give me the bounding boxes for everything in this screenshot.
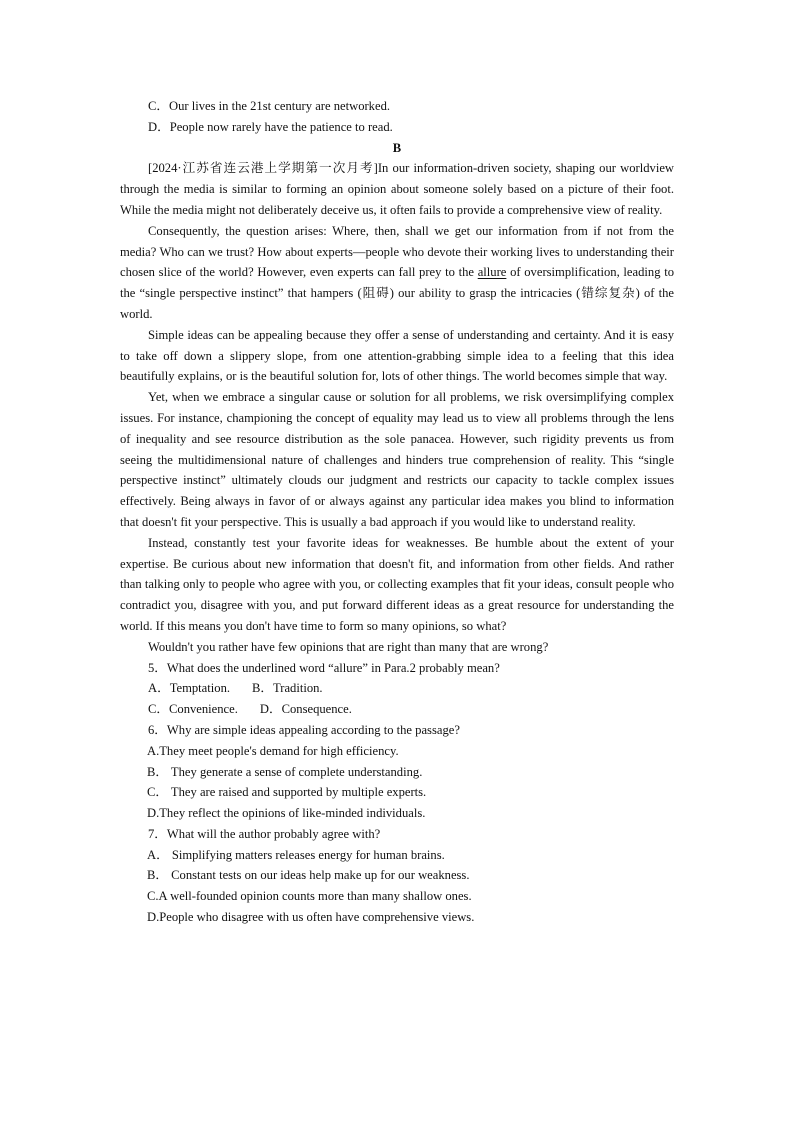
document-page (120, 96, 674, 928)
paragraph-4: Yet, when we embrace a singular cause or solution for all problems, we risk oversimplifying complex issues. For instance, championing the concept of equality may lead us to view all problems through the lens of inequality and see resource distribution as the sole panacea. However, such rigidity prevents us from seeing the multidimensional nature of challenges and hinders true comprehension of reality. This “single perspective instinct” ultimately clouds our judgment and restricts our capacity to tackle complex issues effectively. Being always in favor of or always against any particular idea makes you blind to information that doesn't fit your perspective. This is usually a bad approach if you would like to understand reality. (120, 390, 674, 529)
question-5-stem: 5．What does the underlined word “allure” in Para.2 probably mean? (148, 660, 500, 675)
option-d: D．Consequence. (259, 702, 352, 717)
option-b: B．Tradition. (252, 681, 323, 696)
paragraph-2 (120, 221, 674, 325)
paragraph-3: Simple ideas can be appealing because they offer a sense of understanding and certainty. And it is easy to take off down a slippery slope, from one attention-grabbing simple idea to a feeling that this idea beautifully explains, or is the beautiful solution for, lots of other things. The world becomes simple that way. (120, 327, 674, 384)
paragraph-2-text: Consequently, the question arises: Where, then, shall we get our information from if not from the media? Who can we trust? How about experts—people who devote their working lives to understanding their chosen slice of the world? However, even experts can fall prey to the (120, 223, 674, 280)
question-7-option-a: A． Simplifying matters releases energy for human brains. (147, 847, 445, 862)
option-c: C．Convenience. (148, 702, 238, 717)
question-6-option-a: A.They meet people's demand for high efficiency. (147, 743, 399, 758)
paragraph-1: [2024·江苏省连云港上学期第一次月考]In our information-driven society, shaping our worldview through the media is similar to forming an opinion about someone solely based on a picture of their foot. While the media might not deliberately deceive us, it often fails to provide a comprehensive view of reality. (120, 161, 674, 217)
question-7-option-b: B． Constant tests on our ideas help make up for our weakness. (147, 868, 470, 883)
prev-option-c: C．Our lives in the 21st century are networked. (148, 99, 391, 113)
question-5-row-1 (120, 678, 674, 699)
option-a: A．Temptation. (148, 681, 231, 696)
question-7-option-c: C.A well-founded opinion counts more than many shallow ones. (147, 889, 472, 904)
section-title: B (392, 140, 402, 155)
paragraph-5: Instead, constantly test your favorite ideas for weaknesses. Be humble about the extent of your expertise. Be curious about new information that doesn't fit, and information from other fields. And rather than talking only to people who agree with you, or collecting examples that fit your ideas, consult people who contradict you, disagree with you, and put forward different ideas as a great resource for understanding the world. If this means you don't have time to form so many opinions, so what? (120, 535, 674, 633)
question-6-stem: 6．Why are simple ideas appealing according to the passage? (148, 722, 460, 737)
question-7-stem: 7．What will the author probably agree with? (148, 826, 381, 841)
underlined-word: allure (477, 265, 507, 280)
question-5-row-2 (120, 699, 674, 720)
question-7-option-d: D.People who disagree with us often have comprehensive views. (147, 910, 475, 925)
paragraph-6: Wouldn't you rather have few opinions that are right than many that are wrong? (148, 639, 549, 654)
question-6-option-c: C． They are raised and supported by multiple experts. (147, 785, 427, 800)
paragraph-2-text-end: of oversimplification, leading to the “single perspective instinct” that hampers (阻碍) our ability to grasp the intricacies (错综复杂) of the world. (120, 265, 674, 321)
question-6-option-d: D.They reflect the opinions of like-minded individuals. (147, 806, 426, 821)
question-6-option-b: B． They generate a sense of complete understanding. (147, 764, 423, 779)
prev-option-d: D．People now rarely have the patience to read. (148, 119, 393, 134)
